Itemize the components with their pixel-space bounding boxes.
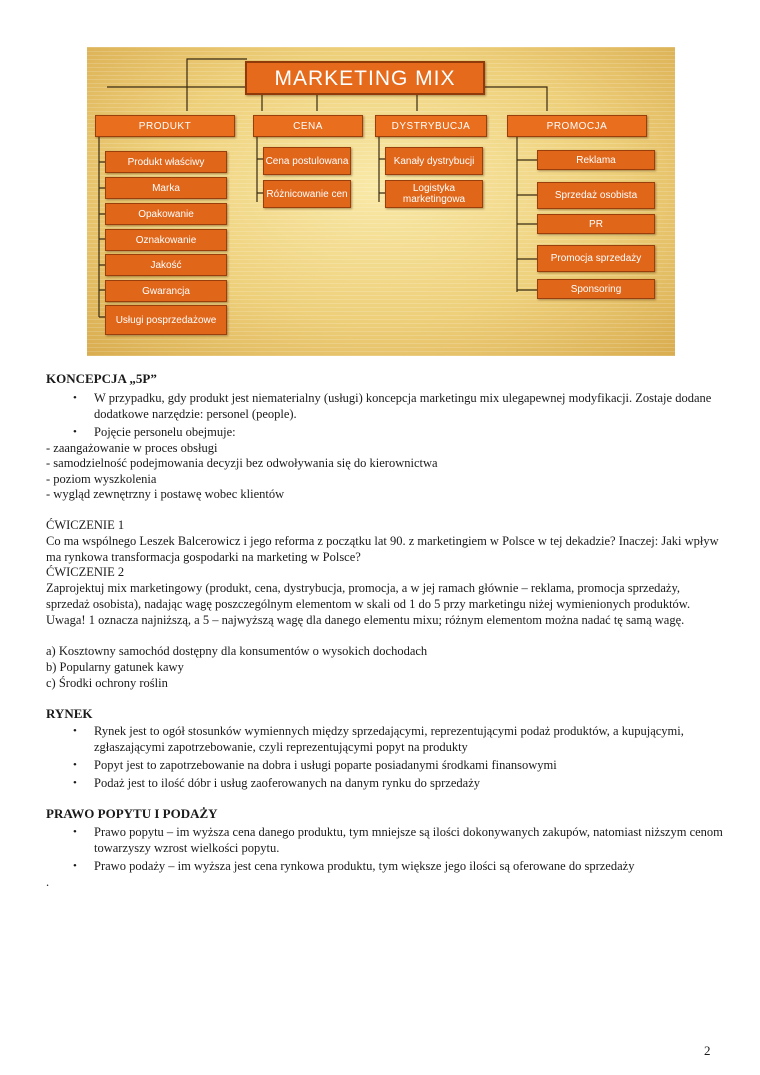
- produkt-item: Jakość: [105, 254, 227, 276]
- marketing-mix-diagram: [87, 47, 675, 356]
- exercise-2-text: Zaprojektuj mix marketingowy (produkt, cena, dystrybucja, promocja, a w jej ramach głównie – reklama, promocja sprzedaży, sprzedaż osobista), nadając wagę poszczególnym elementom w skali od 1 do 5 przy marketingu niżej wymienionych produktów. Uwaga! 1 oznacza najniższą, a 5 – najwyższą wagę dla danego elementu mixu; różnym elementom można nadać tę samą wagę.: [46, 581, 691, 627]
- exercise-2-item: b) Popularny gatunek kawy: [46, 660, 184, 674]
- bullet-symbol: •: [73, 860, 77, 872]
- exercise-1-text: Co ma wspólnego Leszek Balcerowicz i jego reforma z początku lat 90. z marketingiem w Polsce w tej dekadzie? Inaczej: Jaki wpływ ma rynkowa transformacja gospodarki na marketing w Polsce?: [46, 534, 719, 564]
- bullet-text: Popyt jest to zapotrzebowanie na dobra i usługi poparte posiadanymi środkami finansowymi: [94, 758, 557, 772]
- produkt-item: Produkt właściwy: [105, 151, 227, 173]
- list-item: - poziom wyszkolenia: [46, 472, 157, 486]
- promocja-item: Promocja sprzedaży: [537, 245, 655, 272]
- bullet-symbol: •: [73, 725, 77, 737]
- marketing-mix-title: MARKETING MIX: [245, 61, 485, 95]
- bullet-symbol: •: [73, 826, 77, 838]
- trailing-dot: .: [46, 875, 50, 889]
- list-item: - samodzielność podejmowania decyzji bez odwoływania się do kierownictwa: [46, 456, 438, 470]
- cena-item: Różnicowanie cen: [263, 180, 351, 208]
- promocja-item: Sprzedaż osobista: [537, 182, 655, 209]
- bullet-text: Podaż jest to ilość dóbr i usług zaoferowanych na danym rynku do sprzedaży: [94, 776, 481, 790]
- bullet-symbol: •: [73, 392, 77, 404]
- produkt-item: Oznakowanie: [105, 229, 227, 251]
- bullet-text: W przypadku, gdy produkt jest niematerialny (usługi) koncepcja marketingu mix ulegapewnej modyfikacji. Zostaje dodane dodatkowe narzędzie: personel (people).: [94, 391, 712, 421]
- list-item: - zaangażowanie w proces obsługi: [46, 441, 218, 455]
- cena-item: Cena postulowana: [263, 147, 351, 175]
- bullet-text: Prawo popytu – im wyższa cena danego produktu, tym mniejsze są ilości dokonywanych zakupów, natomiast niższym cenom towarzyszy wzrost wielkości popytu.: [94, 825, 723, 855]
- produkt-item: Opakowanie: [105, 203, 227, 225]
- column-header-cena: CENA: [253, 115, 363, 137]
- produkt-item: Usługi posprzedażowe: [105, 305, 227, 335]
- column-header-dystrybucja: DYSTRYBUCJA: [375, 115, 487, 137]
- bullet-symbol: •: [73, 777, 77, 789]
- promocja-item: PR: [537, 214, 655, 234]
- exercise-1-title: ĆWICZENIE 1: [46, 518, 125, 532]
- exercise-2-item: a) Kosztowny samochód dostępny dla konsumentów o wysokich dochodach: [46, 644, 428, 658]
- dystrybucja-item: Kanały dystrybucji: [385, 147, 483, 175]
- produkt-item: Marka: [105, 177, 227, 199]
- bullet-symbol: •: [73, 759, 77, 771]
- exercise-2-title: ĆWICZENIE 2: [46, 565, 125, 579]
- section-heading-prawo: PRAWO POPYTU I PODAŻY: [46, 806, 218, 821]
- produkt-item: Gwarancja: [105, 280, 227, 302]
- exercise-2-item: c) Środki ochrony roślin: [46, 676, 168, 690]
- bullet-text: Rynek jest to ogół stosunków wymiennych między sprzedającymi, reprezentującymi podaż produktów, a kupującymi, zgłaszającymi zapotrzebowanie, czyli reprezentującymi popyt na produkty: [94, 724, 684, 754]
- bullet-text: Prawo podaży – im wyższa jest cena rynkowa produktu, tym większe jego ilości są oferowane do sprzedaży: [94, 859, 635, 873]
- bullet-symbol: •: [73, 426, 77, 438]
- column-header-promocja: PROMOCJA: [507, 115, 647, 137]
- page-number: 2: [704, 1043, 711, 1058]
- list-item: - wygląd zewnętrzny i postawę wobec klientów: [46, 487, 285, 501]
- bullet-text: Pojęcie personelu obejmuje:: [94, 425, 236, 439]
- promocja-item: Sponsoring: [537, 279, 655, 299]
- section-heading-rynek: RYNEK: [46, 706, 93, 721]
- dystrybucja-item: Logistyka marketingowa: [385, 180, 483, 208]
- column-header-produkt: PRODUKT: [95, 115, 235, 137]
- section-heading-5p: KONCEPCJA „5P”: [46, 371, 157, 386]
- promocja-item: Reklama: [537, 150, 655, 170]
